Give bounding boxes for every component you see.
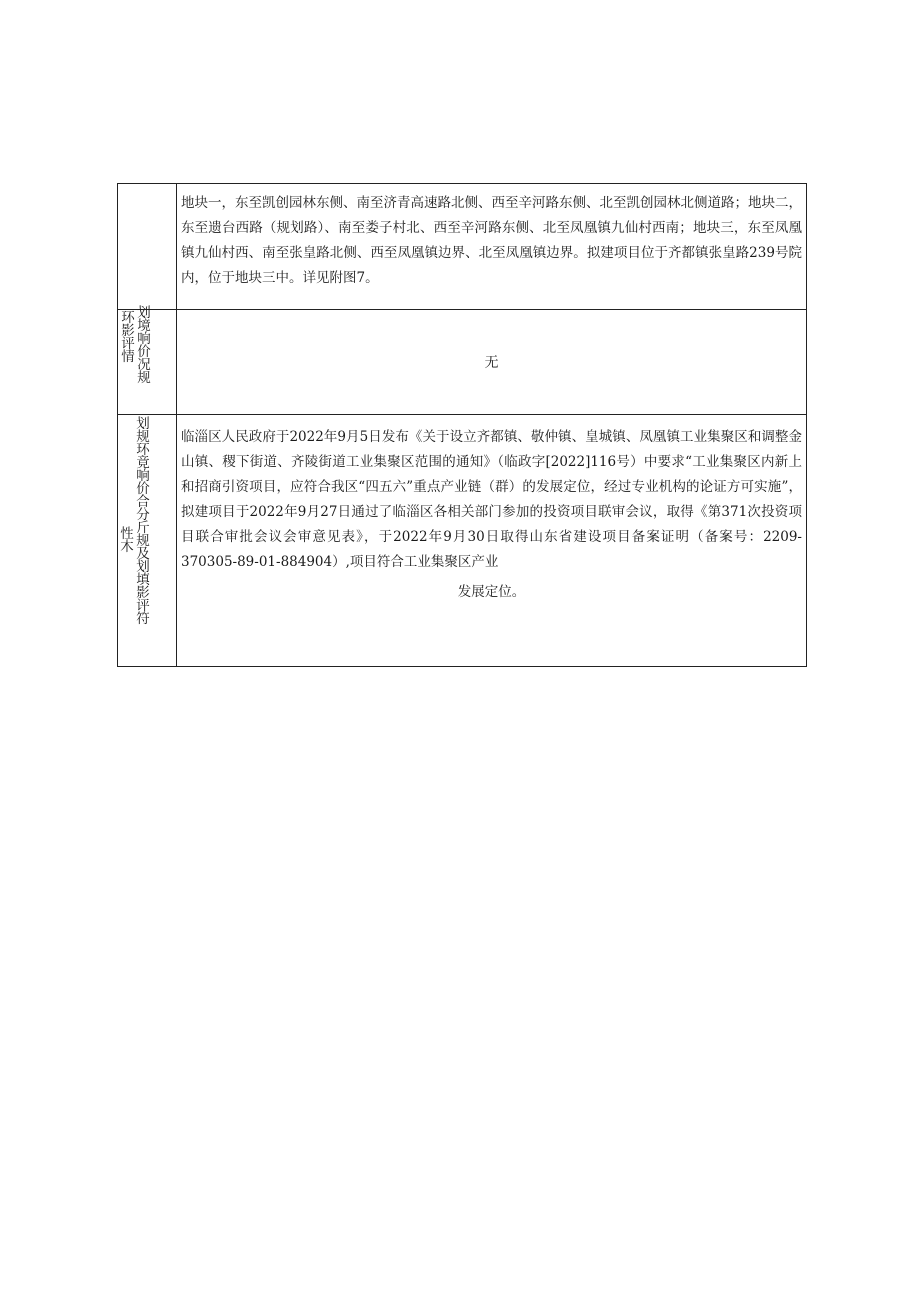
compliance-label-right xyxy=(136,418,150,626)
plan-eia-value: 无 xyxy=(484,355,499,371)
label-char: 响 xyxy=(136,468,150,484)
location-text: 地块一，东至凯创园林东侧、南至济青高速路北侧、西至辛河路东侧、北至凯创园林北侧道路；地块二，东至遗台西路（规划路）、南至娄子村北、西至辛河路东侧、北至凤凰镇九仙村西南；地块三，东至凤凰镇九仙村西、南至张皇路北侧、西至凤凰镇边界、北至凤凰镇边界。拟建项目位于齐都镇张皇路239号院内，位于地块三中。详见附图7。 xyxy=(181,195,802,286)
label-char: 规 xyxy=(137,370,151,386)
label-char: 规 xyxy=(136,429,150,445)
label-cell-empty xyxy=(118,184,177,310)
label-cell-plan-eia xyxy=(118,305,177,415)
label-char: 环 xyxy=(121,310,135,326)
label-char: 木 xyxy=(120,539,134,555)
label-char: 评 xyxy=(136,598,150,614)
plan-eia-label-left xyxy=(121,312,135,364)
compliance-text-main: 临淄区人民政府于2022年9月5日发布《关于设立齐都镇、敬仲镇、皇城镇、凤凰镇工业集聚区和调整金山镇、稷下街道、齐陵街道工业集聚区范围的通知》（临政字[2022]116号）中要求“工业集聚区内新上和招商引资项目，应符合我区“四五六”重点产业链（群）的发展定位，经过专业机构的论证方可实施”，拟建项目于2022年9月27日通过了临淄区各相关部门参加的投资项目联审会议，取得《第371次投资项目联合审批会议会审意见表》，于2022年9月30日取得山东省建设项目备案证明（备案号：2209-370305-89-01-884904）,项目符合工业集聚区产业 xyxy=(181,429,802,570)
table-row-location xyxy=(118,184,807,310)
label-cell-compliance xyxy=(118,415,177,667)
table-row-compliance xyxy=(118,415,807,667)
label-char: 价 xyxy=(137,344,151,360)
compliance-text xyxy=(177,415,806,580)
plan-eia-label-right xyxy=(137,307,151,385)
compliance-text-end: 发展定位。 xyxy=(457,584,526,600)
content-cell-plan-eia xyxy=(177,310,807,415)
label-char: 填 xyxy=(136,572,150,588)
label-char: 合 xyxy=(136,494,150,510)
label-char: 价 xyxy=(136,481,150,497)
label-char: 况 xyxy=(137,357,151,373)
label-char: 环 xyxy=(136,442,150,458)
label-char: 响 xyxy=(137,331,151,347)
content-cell-compliance xyxy=(177,415,807,667)
label-char: 评 xyxy=(121,336,135,352)
label-char: 分 xyxy=(136,507,150,523)
label-char: 影 xyxy=(121,323,135,339)
label-char: 划 xyxy=(136,416,150,432)
compliance-label-left xyxy=(120,528,134,554)
document-table xyxy=(117,183,807,667)
label-char: 境 xyxy=(137,318,151,334)
label-char: 规 xyxy=(136,533,150,549)
label-char: 竟 xyxy=(136,455,150,471)
label-char: 划 xyxy=(136,559,150,575)
label-char: 情 xyxy=(121,349,135,365)
table-row-plan-eia xyxy=(118,310,807,415)
label-char: 斤 xyxy=(136,520,150,536)
label-char: 影 xyxy=(136,585,150,601)
content-cell-location xyxy=(177,184,807,310)
label-char: 符 xyxy=(136,611,150,627)
label-char: 及 xyxy=(136,546,150,562)
label-char: 性 xyxy=(120,526,134,542)
label-char: 划 xyxy=(137,305,151,321)
